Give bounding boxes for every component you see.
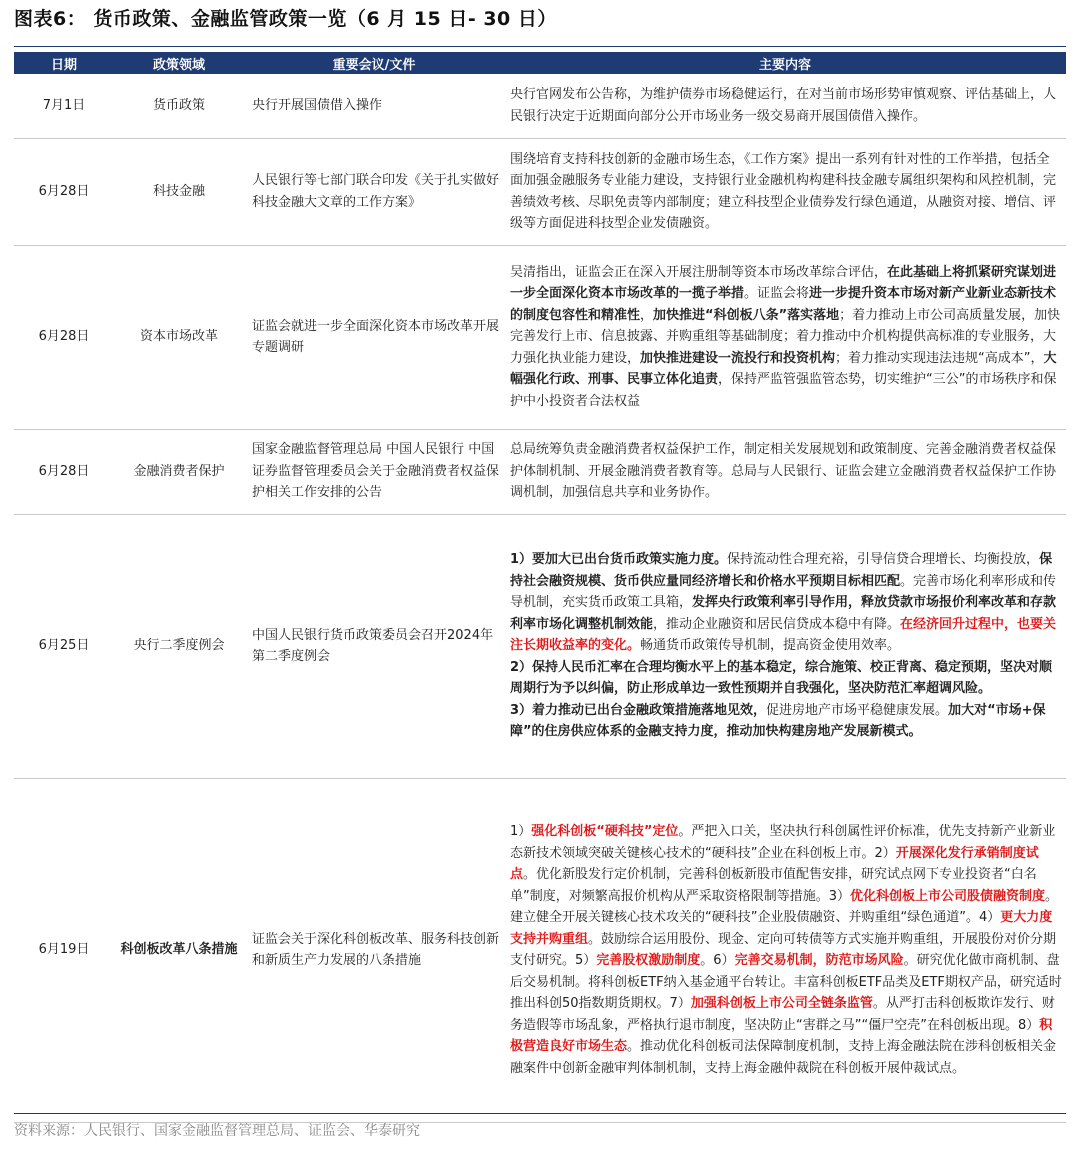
row-field: 金融消费者保护 xyxy=(114,429,244,514)
content-text: ；着力推动上市公司高质量发展，加快完善发行上市、信息披露、并购重组等基础制度；着力推动中介机构提供高标准的专业服务，大力强化执业能力建设， xyxy=(510,307,1061,366)
row-date: 6月28日 xyxy=(14,138,114,245)
content-bold: 加快推进“科创板八条”落实落地 xyxy=(653,307,840,323)
content-text: 畅通货币政策传导机制，提高资金使用效率。 xyxy=(640,638,901,654)
row-field: 央行二季度例会 xyxy=(114,514,244,778)
content-red-highlight: 优化科创板上市公司股债融资制度 xyxy=(850,888,1046,904)
source-note: 资料来源：人民银行、国家金融监督管理总局、证监会、华泰研究 xyxy=(14,1123,420,1139)
table-row xyxy=(14,245,1066,429)
row-date: 6月19日 xyxy=(14,778,114,1122)
content-text: 。推动优化科创板司法保障制度机制，支持上海金融法院在涉科创板相关金融案件中创新金融审判体制机制，支持上海金融仲裁院在科创板开展仲裁试点。 xyxy=(510,1039,1057,1076)
content-red-highlight: 强化科创板“硬科技”定位 xyxy=(531,824,679,839)
header-field: 政策领域 xyxy=(114,52,244,74)
content-bold: 加快推进建设一流投行和投资机构 xyxy=(640,350,836,366)
content-red-highlight: 更大力度支持并购重组 xyxy=(510,910,1053,947)
content-text: 。证监会将 xyxy=(744,286,810,302)
row-date: 6月28日 xyxy=(14,429,114,514)
content-text: 总局统筹负责金融消费者权益保护工作，制定相关发展规划和政策制度、完善金融消费者权益保护体制机制、开展金融消费者教育等。总局与人民银行、证监会建立金融消费者权益保护工作协调机制，加强信息共享和业务协作。 xyxy=(510,442,1057,501)
content-text: 。6） xyxy=(700,953,735,968)
content-bold: 加大对“市场+保障”的住房供应体系的金融支持力度，推动加快构建房地产发展新模式。 xyxy=(510,702,1046,740)
row-field: 科创板改革八条措施 xyxy=(114,778,244,1122)
row-field: 资本市场改革 xyxy=(114,245,244,429)
content-text: 。严把入口关，坚决执行科创属性评价标准，优先支持新产业新业态新技术领域突破关键核心技术的“硬科技”企业在科创板上市。2） xyxy=(510,824,1056,861)
content-text: 促进房地产市场平稳健康发展。 xyxy=(766,702,949,718)
row-meeting: 中国人民银行货币政策委员会召开2024年第二季度例会 xyxy=(244,514,504,778)
content-bold: 在此基础上将抓紧研究谋划进一步全面深化资本市场改革的一揽子举措 xyxy=(510,264,1057,302)
row-meeting: 国家金融监督管理总局 中国人民银行 中国证券监督管理委员会关于金融消费者权益保护相关工作安排的公告 xyxy=(244,429,504,514)
content-bold: 发挥央行政策利率引导作用，释放贷款市场报价利率改革和存款利率市场化调整机制效能 xyxy=(510,595,1057,632)
row-content xyxy=(504,429,1066,514)
content-text: 吴清指出，证监会正在深入开展注册制等资本市场改革综合评估， xyxy=(510,264,888,280)
content-text: 。优化新股发行定价机制，完善科创板新股市值配售安排，研究试点网下专业投资者“白名单”制度，对频繁高报价机构从严采取资格限制等措施。3） xyxy=(510,867,1037,904)
row-meeting: 证监会就进一步全面深化资本市场改革开展专题调研 xyxy=(244,245,504,429)
row-meeting: 人民银行等七部门联合印发《关于扎实做好科技金融大文章的工作方案》 xyxy=(244,138,504,245)
content-bold: 保持社会融资规模、货币供应量同经济增长和价格水平预期目标相匹配 xyxy=(510,552,1053,589)
header-meeting: 重要会议/文件 xyxy=(244,52,504,74)
content-text: 保持流动性合理充裕，引导信贷合理增长、均衡投放， xyxy=(727,552,1040,568)
row-field: 货币政策 xyxy=(114,74,244,138)
content-bold: 2）保持人民币汇率在合理均衡水平上的基本稳定，综合施策、校正背离、稳定预期，坚决对顺周期行为予以纠偏，防止形成单边一致性预期并自我强化，坚决防范汇率超调风险。 xyxy=(510,659,1053,697)
table-row xyxy=(14,429,1066,514)
content-text: ， xyxy=(640,307,654,323)
content-text: 。从严打击科创板欺诈发行、财务造假等市场乱象，严格执行退市制度，坚决防止“害群之马”“僵尸空壳”在科创板出现。8） xyxy=(510,996,1055,1033)
content-text: 1） xyxy=(510,824,532,839)
header-content: 主要内容 xyxy=(504,52,1066,74)
figure-title: 图表6： 货币政策、金融监管政策一览（6 月 15 日- 30 日） xyxy=(14,8,557,30)
row-date: 7月1日 xyxy=(14,74,114,138)
policy-table xyxy=(14,52,1066,1123)
row-content xyxy=(504,778,1066,1122)
content-bold: 大幅强化行政、刑事、民事立体化追责 xyxy=(510,350,1057,388)
content-text: 央行官网发布公告称，为维护债券市场稳健运行，在对当前市场形势审慎观察、评估基础上，人民银行决定于近期面向部分公开市场业务一级交易商开展国债借入操作。 xyxy=(510,87,1057,124)
header-date: 日期 xyxy=(14,52,114,74)
content-text: 。建立健全开展关键核心技术攻关的“硬科技”企业股债融资、并购重组“绿色通道”。4） xyxy=(510,888,1059,925)
table-row xyxy=(14,778,1066,1122)
row-content xyxy=(504,74,1066,138)
table-row xyxy=(14,74,1066,138)
content-text: 。研究优化做市商机制、盘后交易机制。将科创板ETF纳入基金通平台转让。丰富科创板ETF品类及ETF期权产品，研究适时推出科创50指数期货期权。7） xyxy=(510,953,1062,1011)
content-bold: 3）着力推动已出台金融政策措施落地见效， xyxy=(510,702,767,718)
content-text: 。完善市场化利率形成和传导机制，充实货币政策工具箱， xyxy=(510,573,1057,611)
content-red-highlight: 积极营造良好市场生态 xyxy=(510,1017,1053,1054)
content-bold: 进一步提升资本市场对新产业新业态新技术的制度包容性和精准性 xyxy=(510,286,1057,323)
table-row xyxy=(14,138,1066,245)
content-red-highlight: 完善股权激励制度 xyxy=(596,953,701,968)
row-date: 6月25日 xyxy=(14,514,114,778)
content-bold: 1）要加大已出台货币政策实施力度。 xyxy=(510,552,728,568)
top-rule xyxy=(14,46,1066,47)
header-row xyxy=(14,52,1066,74)
row-content xyxy=(504,514,1066,778)
content-text: ，推动企业融资和居民信贷成本稳中有降。 xyxy=(653,616,901,632)
row-field: 科技金融 xyxy=(114,138,244,245)
table-row xyxy=(14,514,1066,778)
content-text: ；着力推动实现违法违规“高成本”， xyxy=(835,350,1044,366)
content-red-highlight: 在经济回升过程中，也要关注长期收益率的变化。 xyxy=(510,616,1057,654)
content-red-highlight: 开展深化发行承销制度试点 xyxy=(510,845,1039,882)
content-text: ，保持严监管强监管态势，切实维护“三公”的市场秩序和保护中小投资者合法权益 xyxy=(510,372,1057,409)
content-text: 。鼓励综合运用股份、现金、定向可转债等方式实施并购重组，开展股份对价分期支付研究。5） xyxy=(510,931,1057,968)
row-date: 6月28日 xyxy=(14,245,114,429)
content-red-highlight: 完善交易机制，防范市场风险 xyxy=(734,953,904,968)
row-meeting: 央行开展国债借入操作 xyxy=(244,74,504,138)
content-red-highlight: 加强科创板上市公司全链条监管 xyxy=(690,996,873,1011)
row-content xyxy=(504,245,1066,429)
content-text: 围绕培育支持科技创新的金融市场生态，《工作方案》提出一系列有针对性的工作举措，包括全面加强金融服务专业能力建设，支持银行业金融机构构建科技金融专属组织架构和风控机制，完善绩效考核、尽职免责等内部制度；建立科技型企业债券发行绿色通道，从融资对接、增信、评级等方面促进科技型企业发债融资。 xyxy=(510,151,1057,231)
row-meeting: 证监会关于深化科创板改革、服务科技创新和新质生产力发展的八条措施 xyxy=(244,778,504,1122)
row-content xyxy=(504,138,1066,245)
bottom-rule xyxy=(14,1113,1066,1114)
